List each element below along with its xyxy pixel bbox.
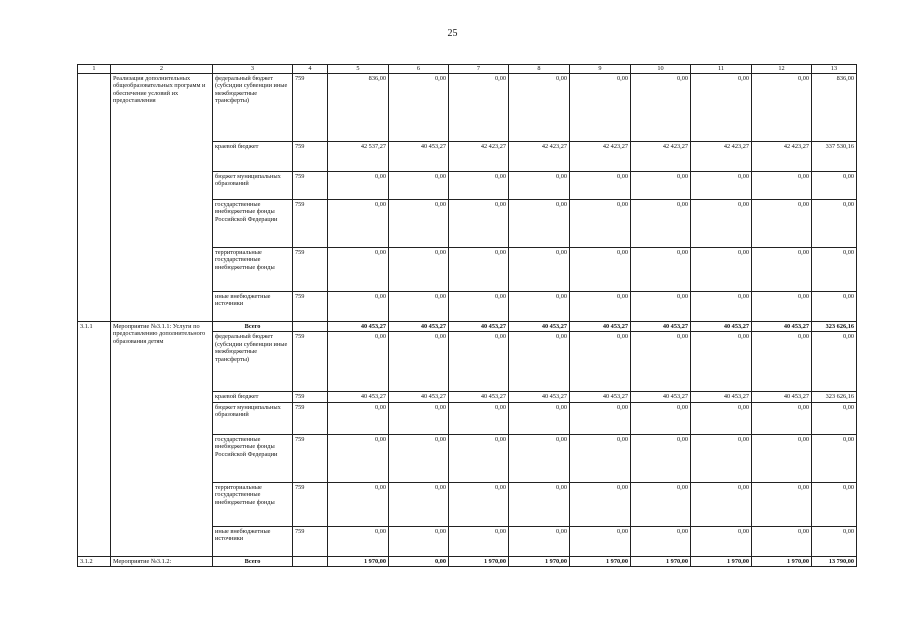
amount-value: 0,00 (570, 171, 631, 199)
amount-value: 0,00 (328, 332, 389, 392)
amount-value: 42 423,27 (570, 141, 631, 171)
amount-value: 42 423,27 (449, 141, 509, 171)
amount-value: 0,00 (509, 291, 570, 321)
total-value: 1 970,00 (631, 556, 691, 567)
amount-value: 0,00 (812, 291, 857, 321)
amount-value: 0,00 (631, 291, 691, 321)
amount-value: 42 423,27 (752, 141, 812, 171)
total-value: 40 453,27 (449, 321, 509, 332)
budget-code: 759 (293, 482, 328, 526)
column-number: 10 (631, 65, 691, 74)
amount-value: 0,00 (449, 291, 509, 321)
total-value: 1 970,00 (752, 556, 812, 567)
total-label: Всего (213, 321, 293, 332)
page-number: 25 (447, 28, 458, 39)
amount-value: 0,00 (389, 199, 449, 247)
budget-code: 759 (293, 434, 328, 482)
amount-value: 40 453,27 (752, 392, 812, 403)
amount-value: 0,00 (389, 434, 449, 482)
amount-value: 0,00 (328, 247, 389, 291)
amount-value: 323 626,16 (812, 392, 857, 403)
amount-value: 0,00 (691, 402, 752, 434)
column-number-row (78, 65, 857, 74)
column-number: 11 (691, 65, 752, 74)
amount-value: 0,00 (328, 526, 389, 556)
funding-source: иные внебюджетные источники (213, 291, 293, 321)
budget-code: 759 (293, 392, 328, 403)
column-number: 13 (812, 65, 857, 74)
amount-value: 0,00 (328, 291, 389, 321)
amount-value: 0,00 (570, 482, 631, 526)
column-number: 3 (213, 65, 293, 74)
total-value: 0,00 (389, 556, 449, 567)
amount-value: 0,00 (328, 171, 389, 199)
total-value: 1 970,00 (570, 556, 631, 567)
amount-value: 0,00 (631, 171, 691, 199)
funding-source: краевой бюджет (213, 392, 293, 403)
funding-source-row (78, 73, 857, 141)
amount-value: 0,00 (449, 526, 509, 556)
amount-value: 0,00 (691, 332, 752, 392)
amount-value: 0,00 (812, 526, 857, 556)
total-value: 40 453,27 (752, 321, 812, 332)
budget-table (77, 64, 857, 567)
amount-value: 42 423,27 (631, 141, 691, 171)
amount-value: 40 453,27 (509, 392, 570, 403)
budget-code-empty (293, 321, 328, 332)
amount-value: 40 453,27 (631, 392, 691, 403)
amount-value: 0,00 (509, 199, 570, 247)
column-number: 5 (328, 65, 389, 74)
total-row (78, 321, 857, 332)
total-label: Всего (213, 556, 293, 567)
amount-value: 40 453,27 (389, 141, 449, 171)
amount-value: 40 453,27 (691, 392, 752, 403)
item-name: Мероприятие №3.1.2: (111, 556, 213, 567)
amount-value: 0,00 (389, 482, 449, 526)
amount-value: 0,00 (752, 73, 812, 141)
amount-value: 0,00 (752, 482, 812, 526)
total-value: 40 453,27 (691, 321, 752, 332)
item-name: Мероприятие №3.1.1: Услуги по предоставлению дополнительного образования детям (111, 321, 213, 556)
amount-value: 0,00 (631, 199, 691, 247)
amount-value: 0,00 (812, 482, 857, 526)
amount-value: 0,00 (389, 402, 449, 434)
amount-value: 0,00 (570, 247, 631, 291)
amount-value: 0,00 (752, 526, 812, 556)
amount-value: 0,00 (812, 402, 857, 434)
amount-value: 0,00 (449, 247, 509, 291)
amount-value: 0,00 (389, 526, 449, 556)
amount-value: 0,00 (691, 482, 752, 526)
column-number: 8 (509, 65, 570, 74)
amount-value: 40 453,27 (449, 392, 509, 403)
amount-value: 0,00 (812, 199, 857, 247)
budget-code: 759 (293, 291, 328, 321)
amount-value: 0,00 (691, 171, 752, 199)
amount-value: 0,00 (812, 247, 857, 291)
amount-value: 0,00 (631, 526, 691, 556)
total-value: 40 453,27 (328, 321, 389, 332)
column-number: 2 (111, 65, 213, 74)
amount-value: 42 423,27 (691, 141, 752, 171)
total-value: 323 626,16 (812, 321, 857, 332)
amount-value: 42 423,27 (509, 141, 570, 171)
amount-value: 0,00 (691, 526, 752, 556)
funding-source: территориальные государственные внебюджетные фонды (213, 482, 293, 526)
budget-code-empty (293, 556, 328, 567)
funding-source: федеральный бюджет (субсидии субвенции иные межбюджетные трансферты) (213, 73, 293, 141)
amount-value: 0,00 (631, 402, 691, 434)
budget-code: 759 (293, 73, 328, 141)
funding-source: государственные внебюджетные фонды Российской Федерации (213, 434, 293, 482)
amount-value: 0,00 (752, 199, 812, 247)
amount-value: 0,00 (691, 73, 752, 141)
budget-code: 759 (293, 199, 328, 247)
amount-value: 0,00 (449, 73, 509, 141)
total-value: 13 790,00 (812, 556, 857, 567)
amount-value: 0,00 (509, 247, 570, 291)
budget-code: 759 (293, 332, 328, 392)
amount-value: 836,00 (328, 73, 389, 141)
amount-value: 0,00 (631, 434, 691, 482)
amount-value: 0,00 (328, 434, 389, 482)
amount-value: 0,00 (812, 171, 857, 199)
amount-value: 0,00 (328, 482, 389, 526)
amount-value: 0,00 (631, 482, 691, 526)
amount-value: 0,00 (570, 199, 631, 247)
amount-value: 40 453,27 (389, 392, 449, 403)
total-value: 1 970,00 (449, 556, 509, 567)
amount-value: 0,00 (389, 291, 449, 321)
amount-value: 0,00 (389, 171, 449, 199)
budget-code: 759 (293, 247, 328, 291)
amount-value: 0,00 (752, 171, 812, 199)
budget-code: 759 (293, 141, 328, 171)
amount-value: 0,00 (449, 434, 509, 482)
amount-value: 0,00 (752, 332, 812, 392)
total-value: 1 970,00 (509, 556, 570, 567)
amount-value: 0,00 (691, 247, 752, 291)
amount-value: 0,00 (812, 332, 857, 392)
column-number: 9 (570, 65, 631, 74)
amount-value: 0,00 (752, 247, 812, 291)
total-value: 40 453,27 (389, 321, 449, 332)
amount-value: 0,00 (509, 434, 570, 482)
total-value: 40 453,27 (570, 321, 631, 332)
total-value: 40 453,27 (631, 321, 691, 332)
amount-value: 40 453,27 (328, 392, 389, 403)
budget-code: 759 (293, 402, 328, 434)
amount-value: 0,00 (449, 199, 509, 247)
total-value: 40 453,27 (509, 321, 570, 332)
amount-value: 0,00 (570, 291, 631, 321)
amount-value: 337 530,16 (812, 141, 857, 171)
amount-value: 0,00 (328, 402, 389, 434)
amount-value: 0,00 (570, 526, 631, 556)
funding-source: краевой бюджет (213, 141, 293, 171)
budget-code: 759 (293, 526, 328, 556)
item-code (78, 73, 111, 321)
amount-value: 0,00 (509, 171, 570, 199)
amount-value: 0,00 (570, 73, 631, 141)
budget-code: 759 (293, 171, 328, 199)
column-number: 4 (293, 65, 328, 74)
amount-value: 0,00 (570, 402, 631, 434)
amount-value: 0,00 (691, 199, 752, 247)
amount-value: 0,00 (691, 434, 752, 482)
amount-value: 0,00 (389, 73, 449, 141)
funding-source: территориальные государственные внебюджетные фонды (213, 247, 293, 291)
funding-source: федеральный бюджет (субсидии субвенции иные межбюджетные трансферты) (213, 332, 293, 392)
amount-value: 0,00 (449, 482, 509, 526)
amount-value: 0,00 (691, 291, 752, 321)
amount-value: 0,00 (509, 332, 570, 392)
amount-value: 0,00 (389, 247, 449, 291)
amount-value: 0,00 (509, 73, 570, 141)
amount-value: 0,00 (631, 247, 691, 291)
amount-value: 0,00 (449, 171, 509, 199)
funding-source: государственные внебюджетные фонды Российской Федерации (213, 199, 293, 247)
item-name: Реализация дополнительных общеобразовательных программ и обеспечение условий их предоставления (111, 73, 213, 321)
amount-value: 0,00 (570, 332, 631, 392)
amount-value: 0,00 (389, 332, 449, 392)
column-number: 1 (78, 65, 111, 74)
total-value: 1 970,00 (691, 556, 752, 567)
amount-value: 0,00 (631, 73, 691, 141)
amount-value: 0,00 (752, 291, 812, 321)
amount-value: 0,00 (812, 434, 857, 482)
column-number: 6 (389, 65, 449, 74)
total-value: 1 970,00 (328, 556, 389, 567)
amount-value: 0,00 (449, 332, 509, 392)
amount-value: 0,00 (631, 332, 691, 392)
amount-value: 0,00 (752, 434, 812, 482)
amount-value: 0,00 (509, 402, 570, 434)
amount-value: 0,00 (752, 402, 812, 434)
column-number: 7 (449, 65, 509, 74)
funding-source: бюджет муниципальных образований (213, 171, 293, 199)
amount-value: 0,00 (509, 482, 570, 526)
amount-value: 0,00 (328, 199, 389, 247)
column-number: 12 (752, 65, 812, 74)
amount-value: 0,00 (509, 526, 570, 556)
amount-value: 0,00 (570, 434, 631, 482)
amount-value: 40 453,27 (570, 392, 631, 403)
amount-value: 0,00 (449, 402, 509, 434)
item-code: 3.1.1 (78, 321, 111, 556)
funding-source: иные внебюджетные источники (213, 526, 293, 556)
funding-source: бюджет муниципальных образований (213, 402, 293, 434)
amount-value: 42 537,27 (328, 141, 389, 171)
amount-value: 836,00 (812, 73, 857, 141)
total-row (78, 556, 857, 567)
item-code: 3.1.2 (78, 556, 111, 567)
